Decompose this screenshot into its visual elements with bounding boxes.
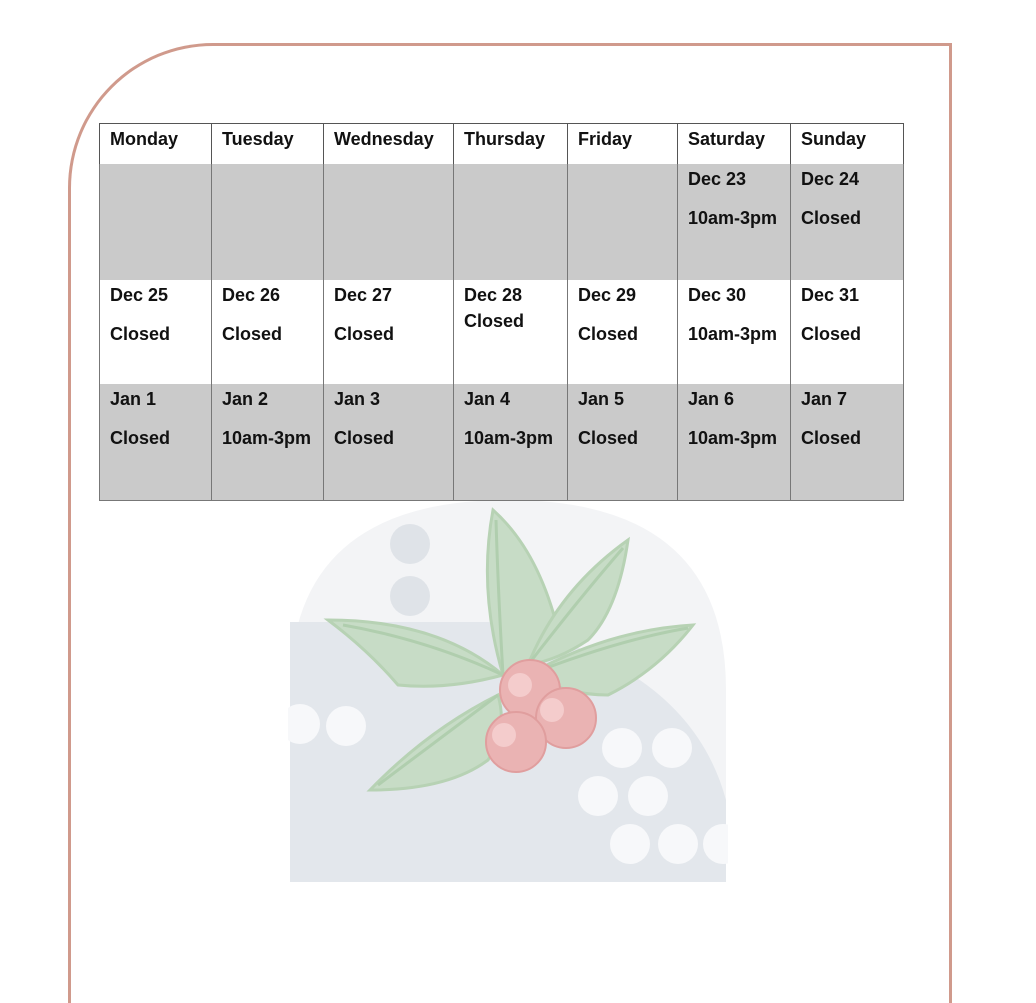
table-cell — [324, 280, 454, 384]
cell-date: Dec 28 — [464, 285, 523, 305]
column-header-wednesday: Wednesday — [324, 124, 454, 165]
table-cell — [791, 164, 904, 280]
column-header-friday: Friday — [568, 124, 678, 165]
cell-status: Closed — [578, 324, 639, 344]
table-row — [100, 164, 904, 280]
table-cell — [568, 384, 678, 501]
cell-date: Jan 1 — [110, 389, 157, 409]
holiday-hours-table — [99, 123, 904, 501]
cell-status: Closed — [110, 428, 171, 448]
cell-status: Closed — [801, 208, 862, 228]
table-cell — [324, 384, 454, 501]
cell-date: Dec 24 — [801, 169, 860, 189]
table-cell — [568, 280, 678, 384]
table-cell — [324, 164, 454, 280]
cell-date: Dec 30 — [688, 285, 747, 305]
cell-status: Closed — [334, 428, 395, 448]
table-cell — [454, 164, 568, 280]
table-cell — [454, 384, 568, 501]
cell-date: Dec 25 — [110, 285, 169, 305]
cell-status: Closed — [334, 324, 395, 344]
cell-date: Jan 5 — [578, 389, 625, 409]
column-header-sunday: Sunday — [791, 124, 904, 165]
cell-date: Jan 4 — [464, 389, 511, 409]
cell-status: Closed — [801, 428, 862, 448]
table-cell — [454, 280, 568, 384]
table-row — [100, 280, 904, 384]
table-cell — [791, 384, 904, 501]
cell-status: Closed — [578, 428, 639, 448]
column-header-tuesday: Tuesday — [212, 124, 324, 165]
cell-status: Closed — [222, 324, 283, 344]
column-header-monday: Monday — [100, 124, 212, 165]
cell-status: 10am-3pm — [688, 428, 778, 448]
cell-date: Dec 29 — [578, 285, 637, 305]
holly-berries-icon — [288, 500, 728, 882]
cell-date: Jan 7 — [801, 389, 848, 409]
column-header-saturday: Saturday — [678, 124, 791, 165]
table-cell — [212, 164, 324, 280]
table-cell — [678, 164, 791, 280]
cell-status: 10am-3pm — [222, 428, 312, 448]
table-cell — [212, 384, 324, 501]
cell-date: Jan 3 — [334, 389, 381, 409]
table-cell — [212, 280, 324, 384]
cell-status: 10am-3pm — [688, 208, 778, 228]
cell-status: Closed — [464, 311, 525, 331]
cell-date: Dec 26 — [222, 285, 281, 305]
table-header-row — [100, 124, 904, 165]
cell-status: 10am-3pm — [688, 324, 778, 344]
table-cell — [568, 164, 678, 280]
table-cell — [791, 280, 904, 384]
table-row — [100, 384, 904, 501]
table-cell — [100, 280, 212, 384]
cell-status: Closed — [801, 324, 862, 344]
cell-date: Jan 2 — [222, 389, 269, 409]
cell-date: Dec 27 — [334, 285, 393, 305]
table-cell — [678, 280, 791, 384]
table-cell — [678, 384, 791, 501]
table-cell — [100, 164, 212, 280]
cell-date: Dec 23 — [688, 169, 747, 189]
cell-status: 10am-3pm — [464, 428, 554, 448]
column-header-thursday: Thursday — [454, 124, 568, 165]
cell-date: Dec 31 — [801, 285, 860, 305]
cell-status: Closed — [110, 324, 171, 344]
table-cell — [100, 384, 212, 501]
cell-date: Jan 6 — [688, 389, 735, 409]
